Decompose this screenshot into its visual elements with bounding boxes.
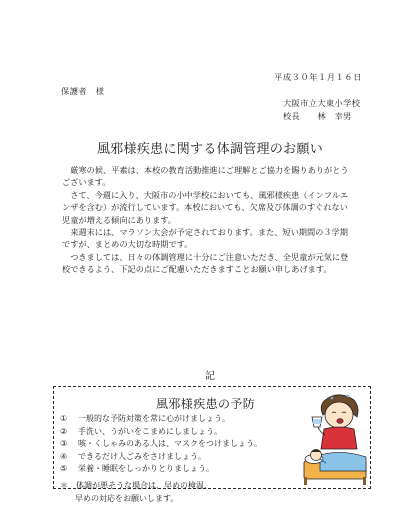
notice-footnote — [60, 480, 212, 505]
list-item — [60, 451, 262, 464]
text-line: さて、今週に入り、大阪市の小中学校においても、風邪様疾患（インフルエ — [62, 189, 349, 200]
list-item — [60, 463, 262, 476]
ki-heading: 記 — [205, 371, 215, 382]
text-line: 厳寒の候、平素は、本校の教育活動推進にご理解とご協力を賜りありがとう — [62, 165, 349, 175]
tip-text: 栄養・睡眠をしっかりとりましょう。 — [78, 464, 214, 474]
text-line: ですが、まとめの大切な時期です。 — [62, 239, 193, 250]
list-item — [60, 438, 262, 451]
text-line: ンザを含む）が流行しています。本校においても、欠席及び体調のすぐれない — [62, 202, 348, 213]
letter-date: 平成３０年１月１６日 — [274, 72, 362, 82]
paragraph-situation — [62, 189, 382, 226]
text-line: 校できるよう、下記の点にご配慮いただきますことお願い申しあげます。 — [62, 264, 332, 275]
paragraph-greeting — [62, 164, 382, 189]
prevention-notice-box — [53, 386, 371, 503]
list-item — [60, 413, 262, 426]
text-line: 児童が増える傾向にあります。 — [62, 214, 176, 225]
tip-number: ③ — [60, 439, 68, 449]
paragraph-event — [62, 226, 382, 251]
gargling-child-illustration — [302, 391, 368, 486]
notice-title: 風邪様疾患の予防 — [156, 397, 256, 411]
footnote-line: ＊ 体調が悪そうな場合は、早めの検温、 — [60, 481, 212, 490]
text-line: ございます。 — [62, 177, 111, 188]
tip-number: ④ — [60, 451, 68, 461]
tip-number: ⑤ — [60, 464, 68, 474]
school-name: 大阪市立大東小学校 — [283, 98, 361, 108]
text-line: つきましては、日々の体調管理に十分にご注意いただき、全児童が元気に登 — [62, 251, 349, 262]
tip-text: 手洗い、うがいをこまめにしましょう。 — [78, 426, 222, 436]
tip-text: 咳・くしゃみのある人は、マスクをつけましょう。 — [78, 439, 262, 449]
footnote-line: 早めの対応をお願いします。 — [75, 493, 179, 503]
paragraph-request — [62, 251, 382, 276]
tip-text: 一般的な予防対策を常に心がけましょう。 — [78, 414, 230, 423]
text-line: 来週末には、マラソン大会が予定されております。また、短い期間の３学期 — [62, 227, 348, 238]
tip-number: ② — [60, 426, 68, 436]
letter-title: 風邪様疾患に関する体調管理のお願い — [96, 142, 324, 157]
tip-text: できるだけ人ごみをさけましょう。 — [78, 451, 206, 461]
letter-body — [62, 164, 382, 276]
tip-number: ① — [60, 414, 68, 423]
recipient: 保護者 様 — [61, 86, 105, 96]
list-item — [60, 426, 262, 439]
principal-name: 校長 林 幸男 — [283, 111, 352, 121]
prevention-tips-list — [60, 413, 262, 476]
